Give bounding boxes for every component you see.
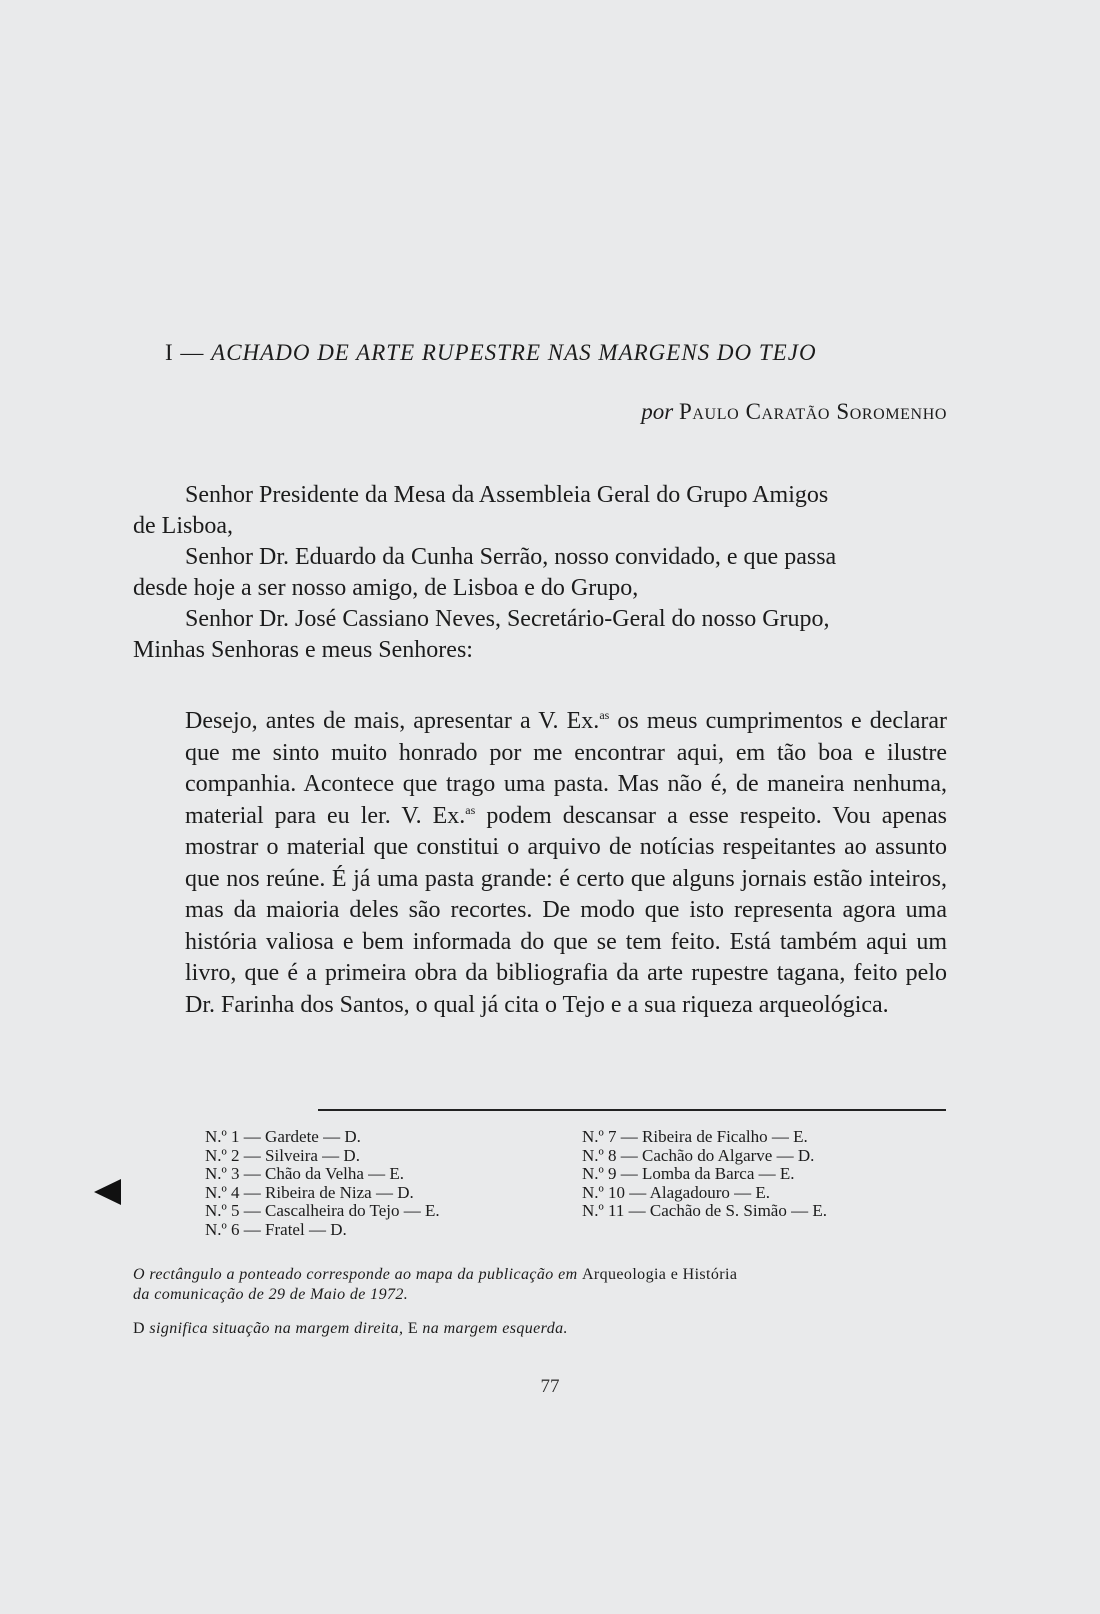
salutation-line: de Lisboa,	[133, 513, 233, 539]
author-line	[641, 399, 947, 425]
caption-italic: da comunicação de 29 de Maio de 1972.	[133, 1285, 409, 1303]
salutation-line: Minhas Senhoras e meus Senhores:	[133, 637, 473, 663]
key-e: E	[407, 1320, 418, 1337]
legend-item: N.º 1 — Gardete — D.	[205, 1127, 361, 1146]
salutation-block	[133, 480, 947, 666]
legend-column-right	[582, 1128, 827, 1221]
legend-item: N.º 10 — Alagadouro — E.	[582, 1182, 770, 1202]
legend-item: N.º 4 — Ribeira de Niza — D.	[205, 1182, 414, 1202]
body-paragraph	[133, 706, 947, 1021]
salutation-line: Senhor Dr. José Cassiano Neves, Secretário-Geral do nosso Grupo,	[185, 606, 830, 632]
salutation-line: desde hoje a ser nosso amigo, de Lisboa e do Grupo,	[133, 575, 639, 601]
legend-item: N.º 7 — Ribeira de Ficalho — E.	[582, 1127, 808, 1146]
legend-item: N.º 8 — Cachão do Algarve — D.	[582, 1145, 815, 1165]
horizontal-rule	[318, 1109, 946, 1111]
chapter-dash: —	[173, 340, 212, 365]
legend-item: N.º 9 — Lomba da Barca — E.	[582, 1164, 795, 1183]
salutation-line: Senhor Presidente da Mesa da Assembleia Geral do Grupo Amigos	[185, 482, 829, 508]
author-name: Paulo Caratão Soromenho	[679, 399, 947, 424]
superscript-as: as	[599, 708, 610, 722]
chapter-heading	[165, 340, 925, 366]
caption-publication: Arqueologia e História	[581, 1266, 738, 1283]
page-number: 77	[540, 1376, 560, 1397]
salutation-line: Senhor Dr. Eduardo da Cunha Serrão, nosso convidado, e que passa	[185, 544, 837, 570]
key-d: D	[133, 1320, 145, 1337]
caption-note	[133, 1265, 947, 1304]
key-text: significa situação na margem direita,	[144, 1320, 408, 1337]
caption-italic: O rectângulo a ponteado corresponde ao mapa da publicação em	[133, 1266, 582, 1283]
key-text: na margem esquerda.	[418, 1320, 568, 1337]
paragraph-text-2: os meus cumprimentos e declarar que me sinto muito honrado por me encontrar aqui, em tão boa e ilustre companhia. Acontece que trago uma pasta. Mas não é, de maneira nenhuma, material para eu ler. V. Ex.	[185, 708, 947, 829]
legend-column-left	[205, 1128, 440, 1239]
legend-item: N.º 6 — Fratel — D.	[205, 1219, 347, 1239]
legend-key-note	[133, 1319, 947, 1339]
paragraph-text-3: podem descansar a esse respeito. Vou apenas mostrar o material que constitui o arquivo de notícias respeitantes ao assunto que nos reúne. É já uma pasta grande: é certo que alguns jornais estão inteiros, mas da maioria deles são recortes. De modo que isto representa agora uma história valiosa e bem informada do que se tem feito. Está também aqui um livro, que é a primeira obra da bibliografia da arte rupestre tagana, feito pelo Dr. Farinha dos Santos, o qual já cita o Tejo e a sua riqueza arqueológica.	[185, 802, 947, 1018]
legend-item: N.º 3 — Chão da Velha — E.	[205, 1164, 405, 1183]
legend-item: N.º 2 — Silveira — D.	[205, 1145, 360, 1165]
arrow-left-icon	[94, 1179, 121, 1205]
legend-item: N.º 11 — Cachão de S. Simão — E.	[582, 1201, 827, 1220]
author-prefix: por	[641, 399, 674, 424]
chapter-numeral: I	[165, 340, 174, 365]
chapter-title: ACHADO DE ARTE RUPESTRE NAS MARGENS DO TEJO	[211, 340, 817, 365]
legend-item: N.º 5 — Cascalheira do Tejo — E.	[205, 1201, 440, 1220]
superscript-as: as	[465, 802, 476, 817]
paragraph-text-1: Desejo, antes de mais, apresentar a V. Ex.	[185, 708, 600, 734]
